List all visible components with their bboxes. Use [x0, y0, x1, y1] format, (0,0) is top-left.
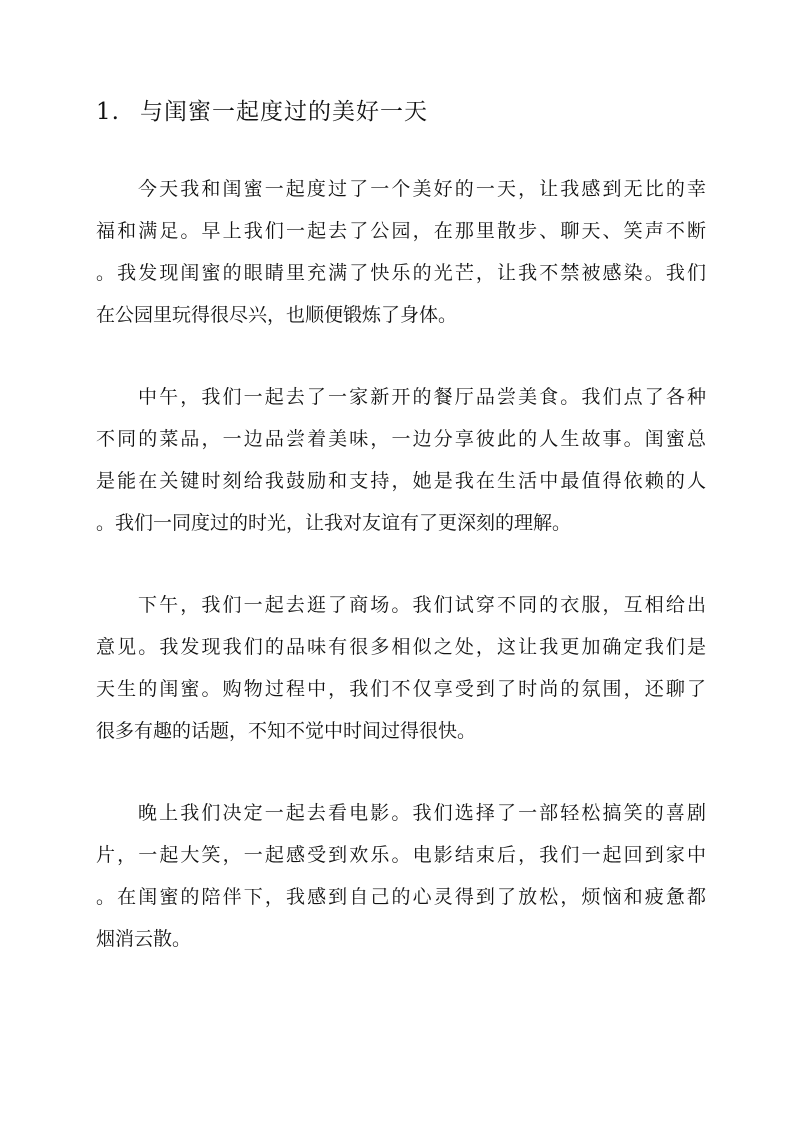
paragraph-line: 片，一起大笑，一起感受到欢乐。电影结束后，我们一起回到家中: [96, 844, 706, 866]
paragraph-line: 是能在关键时刻给我鼓励和支持，她是我在生活中最值得依赖的人: [96, 470, 706, 492]
paragraph-noon: [96, 376, 706, 544]
paragraph-line: 中午，我们一起去了一家新开的餐厅品尝美食。我们点了各种: [138, 386, 706, 408]
paragraph-line: 天生的闺蜜。购物过程中，我们不仅享受到了时尚的氛围，还聊了: [96, 678, 706, 700]
paragraph-line: 意见。我发现我们的品味有很多相似之处，这让我更加确定我们是: [96, 636, 706, 658]
section-heading: [96, 92, 428, 132]
paragraph-line: 烟消云散。: [96, 928, 192, 950]
paragraph-line: 今天我和闺蜜一起度过了一个美好的一天，让我感到无比的幸: [138, 178, 706, 200]
paragraph-afternoon: [96, 584, 706, 752]
paragraph-line: 。我们一同度过的时光，让我对友谊有了更深刻的理解。: [96, 512, 572, 534]
paragraph-line: 晚上我们决定一起去看电影。我们选择了一部轻松搞笑的喜剧: [138, 802, 706, 824]
section-title: 与闺蜜一起度过的美好一天: [139, 99, 428, 125]
paragraph-line: 在公园里玩得很尽兴，也顺便锻炼了身体。: [96, 304, 458, 326]
paragraph-line: 福和满足。早上我们一起去了公园，在那里散步、聊天、笑声不断: [96, 220, 706, 242]
paragraph-line: 。在闺蜜的陪伴下，我感到自己的心灵得到了放松，烦恼和疲惫都: [96, 886, 706, 908]
paragraph-line: 。我发现闺蜜的眼睛里充满了快乐的光芒，让我不禁被感染。我们: [96, 262, 706, 284]
section-number: 1.: [96, 99, 120, 125]
paragraph-line: 很多有趣的话题，不知不觉中时间过得很快。: [96, 720, 477, 742]
paragraph-line: 下午，我们一起去逛了商场。我们试穿不同的衣服，互相给出: [138, 594, 706, 616]
paragraph-line: 不同的菜品，一边品尝着美味，一边分享彼此的人生故事。闺蜜总: [96, 428, 706, 450]
paragraph-morning: [96, 168, 706, 336]
paragraph-evening: [96, 792, 706, 960]
